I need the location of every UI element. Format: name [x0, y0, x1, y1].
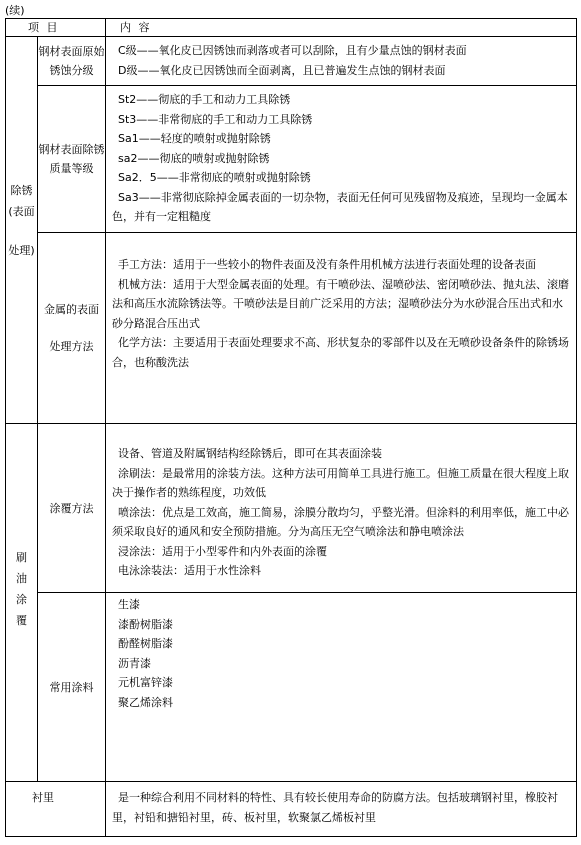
- category-line: 处理): [8, 244, 35, 257]
- subcategory-line: 涂覆方法: [49, 501, 94, 515]
- subcategory: [38, 86, 106, 233]
- category-line: 涂: [16, 593, 27, 606]
- content-line: 化学方法：主要适用于表面处理要求不高、形状复杂的零部件以及在无喷砂设备条件的除锈场合，也称酸洗法: [112, 336, 569, 369]
- subcategory: [38, 233, 106, 424]
- content-line: Sa2．5——非常彻底的喷射或抛射除锈: [118, 171, 311, 184]
- lining-content: [106, 782, 577, 837]
- data-table: [5, 18, 577, 837]
- content-line: 聚乙烯涂料: [118, 695, 173, 709]
- subcategory-line: 质量等级: [49, 162, 94, 175]
- header-item: 项 目: [6, 19, 106, 37]
- table-row: [6, 593, 577, 782]
- category-painting-coating: [6, 424, 38, 782]
- content-line: sa2——彻底的喷射或抛射除锈: [118, 151, 270, 165]
- subcategory: [38, 37, 106, 86]
- subcategory-line: 金属的表面: [44, 303, 99, 316]
- category-line: 油: [16, 572, 27, 585]
- content-cell: [106, 593, 577, 782]
- content-cell: [106, 233, 577, 424]
- table-row: [6, 37, 577, 86]
- subcategory: [38, 424, 106, 593]
- category-line: 刷: [16, 551, 27, 564]
- content-line: 手工方法：适用于一些较小的物件表面及没有条件用机械方法进行表面处理的设备表面: [118, 258, 536, 271]
- table-row: [6, 782, 577, 837]
- content-line: D级——氧化皮已因锈蚀而全面剥离，且已普遍发生点蚀的钢材表面: [118, 63, 446, 77]
- content-line: Sa3——非常彻底除掉金属表面的一切杂物，表面无任何可见残留物及痕迹，呈现均一金属本色，并有一定粗糙度: [112, 190, 568, 223]
- subcategory-line: 钢材表面除锈: [38, 143, 105, 156]
- header-content: 内 容: [106, 19, 577, 37]
- table-row: [6, 424, 577, 593]
- content-line: 涂刷法：是最常用的涂装方法。这种方法可用简单工具进行施工。但施工质量在很大程度上取决于操作者的熟练程度，功效低: [112, 466, 569, 499]
- content-line: 机械方法：适用于大型金属表面的处理。有干喷砂法、湿喷砂法、密闭喷砂法、抛丸法、滚磨法和高压水流除锈法等。干喷砂法是目前广泛采用的方法；湿喷砂法分为水砂混合压出式和水砂分路混合压出式: [112, 277, 569, 330]
- content-cell: [106, 86, 577, 233]
- content-line: St3——非常彻底的手工和动力工具除锈: [118, 112, 313, 126]
- content-line: 设备、管道及附属钢结构经除锈后，即可在其表面涂装: [118, 447, 382, 460]
- category-line: 除锈: [10, 184, 33, 197]
- content-line: St2——彻底的手工和动力工具除锈: [118, 93, 291, 106]
- category-line: (表面: [8, 205, 35, 218]
- subcategory-line: 钢材表面原始: [38, 45, 105, 58]
- content-line: 电泳涂装法：适用于水性涂料: [118, 564, 261, 577]
- content-line: 沥青漆: [118, 656, 151, 670]
- subcategory-line: 处理方法: [49, 340, 94, 353]
- header-row: [6, 19, 577, 37]
- category-line: 覆: [16, 614, 27, 627]
- content-line: 浸涂法：适用于小型零件和内外表面的涂覆: [118, 544, 327, 558]
- content-line: 酚醛树脂漆: [118, 637, 173, 650]
- content-line: 元机富锌漆: [118, 676, 173, 689]
- table-row: [6, 86, 577, 233]
- subcategory-line: 常用涂料: [49, 680, 94, 694]
- lining-label: 衬里: [6, 782, 106, 837]
- content-cell: [106, 424, 577, 593]
- continued-label: (续): [5, 4, 25, 17]
- content-cell: [106, 37, 577, 86]
- content-line: 生漆: [118, 598, 140, 611]
- subcategory: [38, 593, 106, 782]
- content-line: 漆酚树脂漆: [118, 617, 173, 631]
- content-line: C级——氧化皮已因锈蚀而剥落或者可以刮除，且有少量点蚀的钢材表面: [118, 44, 467, 57]
- category-rust-removal: [6, 37, 38, 424]
- content-line: 喷涂法：优点是工效高，施工简易，涂膜分散均匀，乎整光滑。但涂料的利用率低，施工中必须采取良好的通风和安全预防措施。分为高压无空气喷涂法和静电喷涂法: [112, 505, 569, 538]
- content-line: 是一种综合利用不同材料的特性、具有较长使用寿命的防腐方法。包括玻璃钢衬里，橡胶衬里，衬铅和搪铅衬里，砖、板衬里，软聚氯乙烯板衬里: [112, 791, 558, 824]
- table-row: [6, 233, 577, 424]
- subcategory-line: 锈蚀分级: [49, 64, 94, 77]
- content-line: Sa1——轻度的喷射或抛射除锈: [118, 132, 271, 145]
